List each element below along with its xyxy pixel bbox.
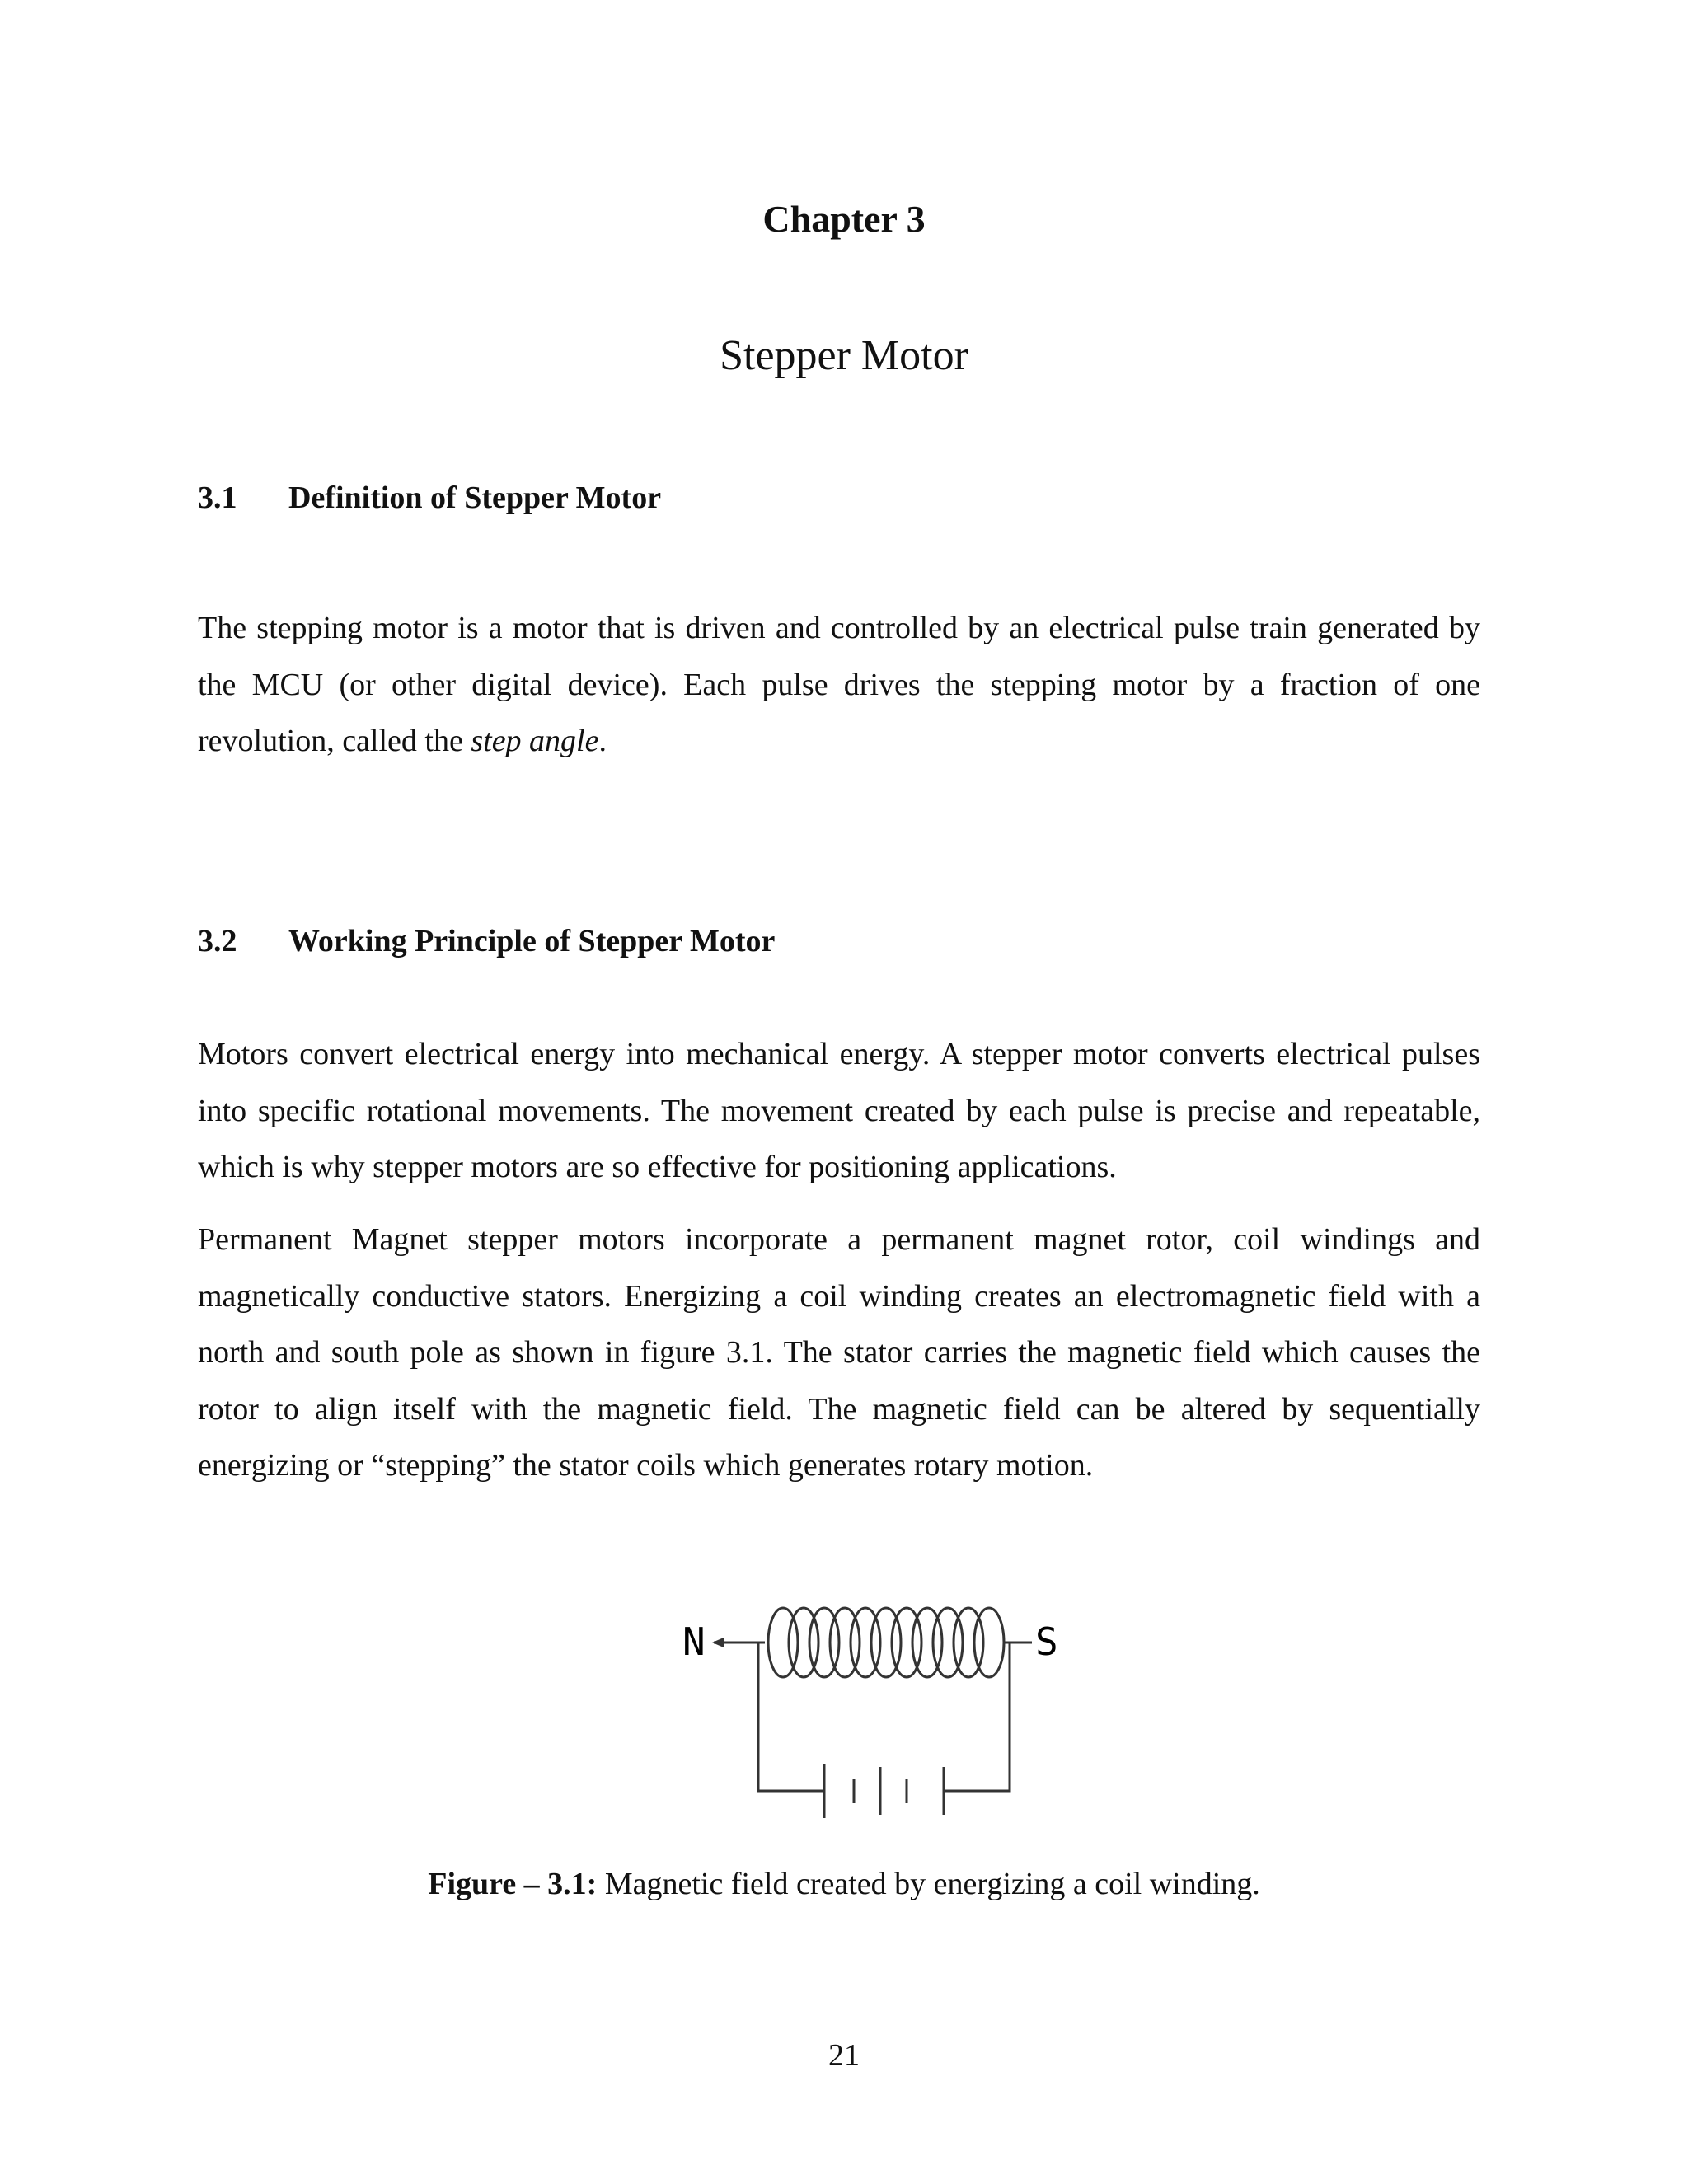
section-title: Working Principle of Stepper Motor (288, 924, 776, 958)
emphasized-term: step angle (471, 724, 599, 758)
section-number: 3.1 (198, 480, 237, 515)
paragraph-text: The stepping motor is a motor that is driven and controlled by an electrical pulse train generated by the MCU (or other digital device). Each pulse drives the stepping motor by a fraction of one revolution, called the (198, 611, 1480, 758)
coil-winding-diagram (676, 1591, 1088, 1838)
section-title: Definition of Stepper Motor (288, 480, 662, 515)
paragraph-working-principle-1: Motors convert electrical energy into mechanical energy. A stepper motor converts electrical pulses into specific rotational movements. The movement created by each pulse is precise and repeatable, which is why stepper motors are so effective for positioning applications. (198, 1037, 1480, 1184)
paragraph-text-end: . (598, 724, 607, 758)
arrow-head-icon (712, 1638, 724, 1647)
section-heading-3-1 (198, 478, 661, 518)
chapter-title: Stepper Motor (720, 332, 968, 379)
north-pole-label: N (682, 1619, 706, 1664)
paragraph-definition (198, 600, 1480, 770)
battery-circuit (758, 1643, 1010, 1818)
figure-caption-text: Magnetic field created by energizing a coil winding. (597, 1867, 1260, 1901)
section-number: 3.2 (198, 924, 237, 958)
figure-caption (0, 1864, 1688, 1904)
south-pole-label: S (1035, 1619, 1058, 1664)
paragraph-working-principle-2: Permanent Magnet stepper motors incorporate a permanent magnet rotor, coil windings and magnetically conductive stators. Energizing a coil winding creates an electromagnetic field with a north and south pole as shown in figure 3.1. The stator carries the magnetic field which causes the rotor to align itself with the magnetic field. The magnetic field can be altered by sequentially energizing or “stepping” the stator coils which generates rotary motion. (198, 1222, 1480, 1483)
figure-caption-label: Figure – 3.1: (428, 1867, 598, 1901)
section-heading-3-2 (198, 921, 775, 961)
coil-winding (768, 1608, 1004, 1677)
chapter-label: Chapter 3 (762, 198, 926, 240)
page-number: 21 (828, 2038, 860, 2073)
